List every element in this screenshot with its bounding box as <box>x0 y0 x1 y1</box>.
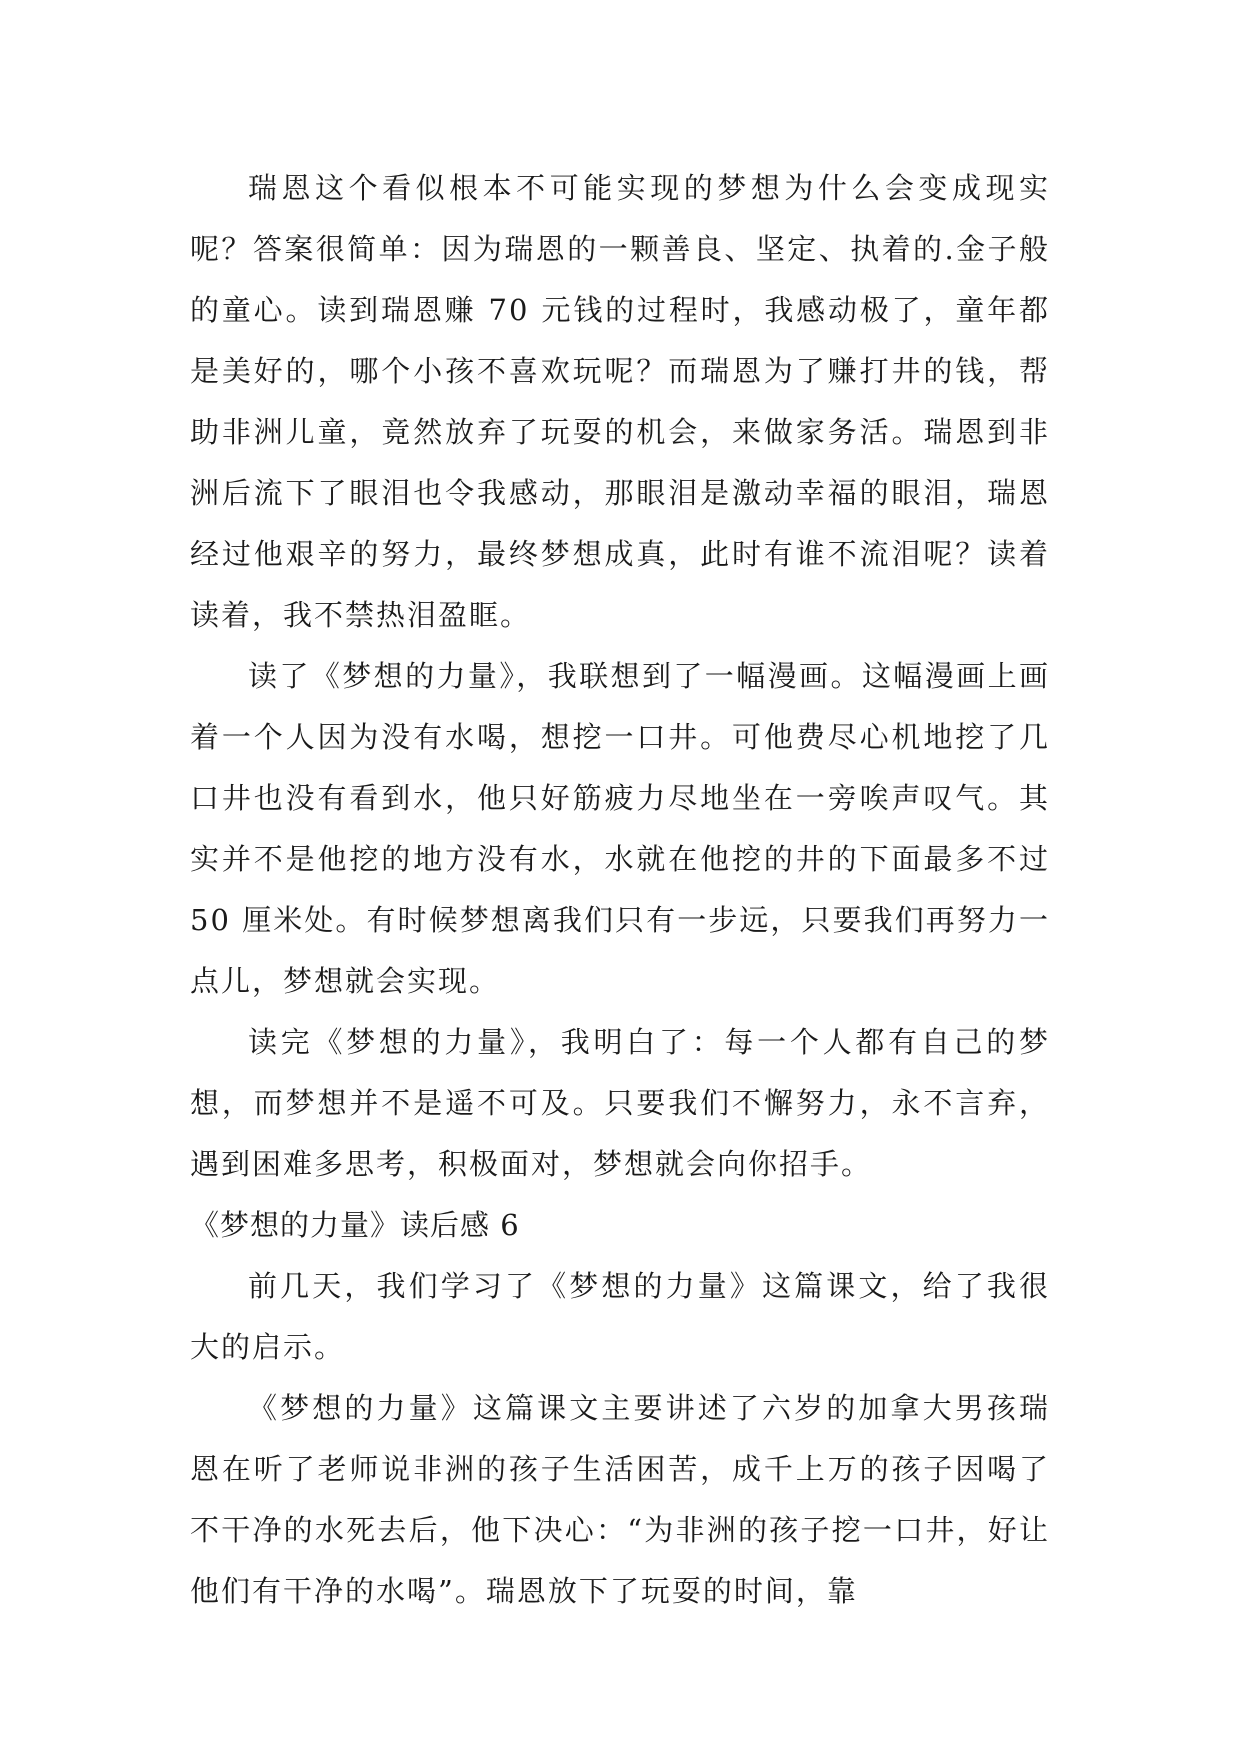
document-body <box>190 158 1050 1622</box>
paragraph-intro: 前几天，我们学习了《梦想的力量》这篇课文，给了我很大的启示。 <box>190 1269 1050 1364</box>
paragraph-summary: 《梦想的力量》这篇课文主要讲述了六岁的加拿大男孩瑞恩在听了老师说非洲的孩子生活困苦，成千上万的孩子因喝了不干净的水死去后，他下决心：“为非洲的孩子挖一口井，好让他们有干净的水喝”。瑞恩放下了玩耍的时间，靠 <box>190 1391 1050 1608</box>
section-heading: 《梦想的力量》读后感 6 <box>190 1208 520 1242</box>
paragraph-ryan-dream: 瑞恩这个看似根本不可能实现的梦想为什么会变成现实呢？答案很简单：因为瑞恩的一颗善良、坚定、执着的.金子般的童心。读到瑞恩赚 70 元钱的过程时，我感动极了，童年都是美好的，哪个小孩不喜欢玩呢？而瑞恩为了赚打井的钱，帮助非洲儿童，竟然放弃了玩耍的机会，来做家务活。瑞恩到非洲后流下了眼泪也令我感动，那眼泪是激动幸福的眼泪，瑞恩经过他艰辛的努力，最终梦想成真，此时有谁不流泪呢？读着读着，我不禁热泪盈眶。 <box>190 171 1050 632</box>
paragraph-comic-well: 读了《梦想的力量》，我联想到了一幅漫画。这幅漫画上画着一个人因为没有水喝，想挖一口井。可他费尽心机地挖了几口井也没有看到水，他只好筋疲力尽地坐在一旁唉声叹气。其实并不是他挖的地方没有水，水就在他挖的井的下面最多不过 50 厘米处。有时候梦想离我们只有一步远，只要我们再努力一点儿，梦想就会实现。 <box>190 659 1050 998</box>
paragraph-conclusion: 读完《梦想的力量》，我明白了：每一个人都有自己的梦想，而梦想并不是遥不可及。只要我们不懈努力，永不言弃，遇到困难多思考，积极面对，梦想就会向你招手。 <box>190 1025 1050 1181</box>
